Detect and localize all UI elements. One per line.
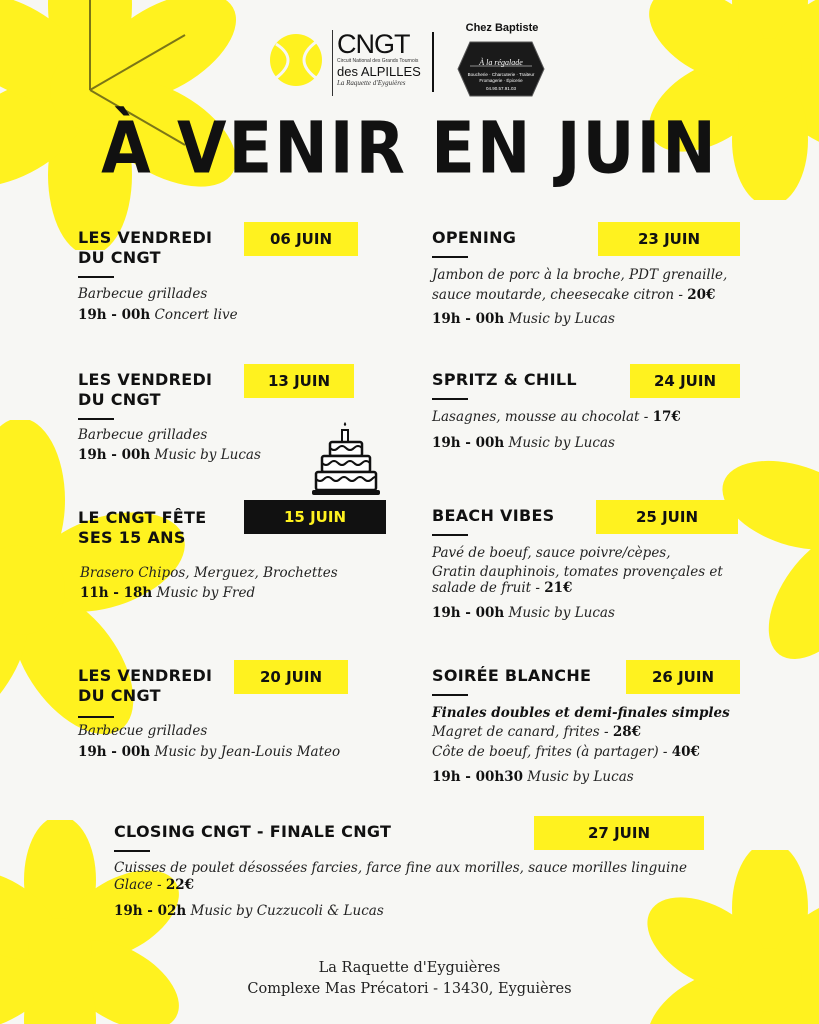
- event-time: 19h - 00h: [432, 311, 505, 327]
- event-date-badge: 27 JUIN: [534, 816, 704, 850]
- event-music: Music by Lucas: [154, 447, 261, 463]
- event-title: LE CNGT FÊTE: [78, 508, 207, 527]
- event-menu: Barbecue grillades: [78, 427, 208, 443]
- logo-separator: [432, 32, 434, 92]
- cngt-logo-title: CNGT: [337, 29, 410, 59]
- event-price: 40€: [671, 744, 700, 760]
- event-title: SOIRÉE BLANCHE: [432, 666, 592, 685]
- event-music: Music by Cuzzucoli & Lucas: [190, 903, 384, 919]
- event-menu-line-2: Gratin dauphinois, tomates provençales et: [432, 564, 723, 580]
- event-menu-text: Glace -: [114, 877, 162, 893]
- title-underline: [78, 276, 114, 278]
- event-music: Music by Lucas: [527, 769, 634, 785]
- event-menu: [432, 408, 681, 427]
- event-price: 22€: [165, 877, 195, 893]
- event-menu: Barbecue grillades: [78, 286, 208, 302]
- event-time: 19h - 00h: [78, 307, 151, 323]
- event-title-line-2: DU CNGT: [78, 390, 161, 409]
- event-schedule: [432, 768, 634, 787]
- event-date-badge: 06 JUIN: [244, 222, 358, 256]
- tennis-ball-logo: [268, 32, 324, 88]
- event-menu-text: Magret de canard, frites -: [432, 724, 609, 740]
- event-schedule: [78, 306, 238, 325]
- event-menu-text: salade de fruit -: [432, 580, 540, 596]
- event-music: Concert live: [154, 307, 238, 323]
- event-time: 19h - 00h: [432, 435, 505, 451]
- event-date-badge: 23 JUIN: [598, 222, 740, 256]
- footer-venue: La Raquette d'Eyguières: [318, 960, 501, 976]
- event-25-juin: [432, 500, 752, 630]
- event-menu-line-2: [432, 286, 715, 305]
- event-menu: Cuisses de poulet désossées farcies, farce fine aux morilles, sauce morilles linguine: [114, 860, 687, 876]
- event-menu: Barbecue grillades: [78, 723, 208, 739]
- event-title: OPENING: [432, 228, 517, 247]
- title-underline: [432, 398, 468, 400]
- event-schedule: [78, 446, 261, 465]
- page-title: À VENIR EN JUIN: [101, 107, 718, 191]
- event-music: Music by Lucas: [508, 605, 615, 621]
- event-menu-line-2: [114, 876, 194, 895]
- partner-phone: 04.90.57.91.03: [485, 86, 517, 91]
- event-time: 19h - 00h: [78, 447, 151, 463]
- title-underline: [432, 256, 468, 258]
- event-time: 11h - 18h: [80, 585, 153, 601]
- event-date-badge: 24 JUIN: [630, 364, 740, 398]
- birthday-cake-icon: [310, 420, 382, 502]
- event-time: 19h - 00h: [78, 744, 151, 760]
- event-price: 17€: [652, 409, 681, 425]
- partner-heading: Chez Baptiste: [465, 22, 539, 34]
- event-title: SPRITZ & CHILL: [432, 370, 577, 389]
- event-title: LES VENDREDI: [78, 228, 213, 247]
- event-music: Music by Lucas: [508, 311, 615, 327]
- event-menu: Brasero Chipos, Merguez, Brochettes: [80, 565, 338, 581]
- event-menu-line-3: [432, 579, 572, 598]
- event-menu: Pavé de boeuf, sauce poivre/cèpes,: [432, 545, 671, 561]
- event-title: LES VENDREDI: [78, 666, 213, 685]
- title-underline: [78, 716, 114, 718]
- partner-services: Boucherie · Charcuterie · Traiteur Fromagerie · Épicerie: [467, 72, 535, 83]
- event-time: 19h - 00h30: [432, 769, 523, 785]
- event-schedule: [432, 310, 615, 329]
- event-15-juin: [78, 500, 388, 610]
- event-time: 19h - 02h: [114, 903, 187, 919]
- event-music: Music by Fred: [156, 585, 256, 601]
- event-schedule: [432, 604, 615, 623]
- title-underline: [432, 694, 468, 696]
- event-20-juin: [78, 660, 388, 770]
- event-menu-line-2: [432, 743, 700, 762]
- event-27-juin: [114, 816, 714, 926]
- event-menu-text: sauce moutarde, cheesecake citron -: [432, 287, 683, 303]
- footer-address: Complexe Mas Précatori - 13430, Eyguières: [247, 981, 572, 997]
- event-music: Music by Jean-Louis Mateo: [154, 744, 341, 760]
- cngt-logo-location: des ALPILLES: [337, 64, 421, 79]
- event-date-badge: 26 JUIN: [626, 660, 740, 694]
- event-title-line-2: SES 15 ANS: [78, 528, 186, 547]
- event-schedule: [114, 902, 384, 921]
- event-26-juin: [432, 660, 752, 790]
- event-title: LES VENDREDI: [78, 370, 213, 389]
- title-underline: [432, 534, 468, 536]
- cngt-logo-club: La Raquette d'Eyguières: [337, 79, 406, 87]
- event-title: BEACH VIBES: [432, 506, 555, 525]
- event-price: 21€: [544, 580, 573, 596]
- event-date-badge: 13 JUIN: [244, 364, 354, 398]
- event-price: 28€: [612, 724, 642, 740]
- title-underline: [78, 418, 114, 420]
- cngt-logo: [332, 30, 428, 96]
- event-menu: Jambon de porc à la broche, PDT grenaille,: [432, 267, 728, 283]
- event-title-line-2: DU CNGT: [78, 686, 161, 705]
- event-title-line-2: DU CNGT: [78, 248, 161, 267]
- event-menu-text: Côte de boeuf, frites (à partager) -: [432, 744, 668, 760]
- event-subtitle: Finales doubles et demi-finales simples: [432, 705, 730, 721]
- event-23-juin: [432, 222, 752, 332]
- event-schedule: [80, 584, 255, 603]
- event-menu: [432, 723, 641, 742]
- event-schedule: [432, 434, 615, 453]
- event-date-badge: 15 JUIN: [244, 500, 386, 534]
- event-schedule: [78, 743, 340, 762]
- event-price: 20€: [687, 287, 716, 303]
- event-06-juin: [78, 222, 378, 332]
- event-music: Music by Lucas: [508, 435, 615, 451]
- title-underline: [114, 850, 150, 852]
- partner-name: À la régalade: [479, 58, 523, 67]
- event-date-badge: 25 JUIN: [596, 500, 738, 534]
- event-menu-text: Lasagnes, mousse au chocolat -: [432, 409, 649, 425]
- event-time: 19h - 00h: [432, 605, 505, 621]
- event-date-badge: 20 JUIN: [234, 660, 348, 694]
- cngt-logo-subtitle: Circuit National des Grands Tournois: [337, 58, 419, 64]
- event-24-juin: [432, 364, 752, 464]
- event-title: CLOSING CNGT - FINALE CNGT: [114, 822, 392, 841]
